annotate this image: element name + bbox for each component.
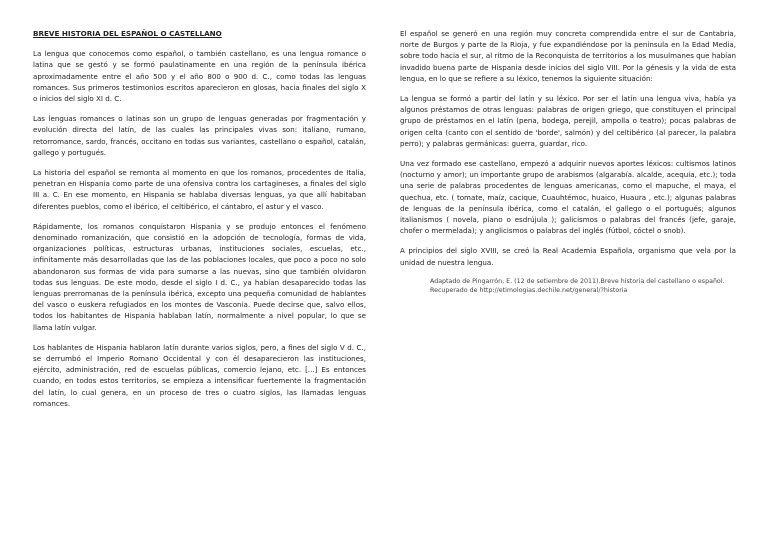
right-column: [400, 28, 736, 296]
left-column: [33, 28, 366, 418]
paragraph-origin: La lengua que conocemos como español, o también castellano, es una lengua romance o latina que se gestó y se formó paulatinamente en una región de la península ibérica aproximadamente entre el año 500 y el año 800 o 900 d. C., como todas las lenguas romances. Sus primeros testimonios escritos aparecieron en glosas, hacia finales del siglo X o inicios del siglo XI d. C.: [33, 49, 366, 104]
paragraph-rae: A principios del siglo XVIII, se creó la Real Academia Española, organismo que vela por la unidad de nuestra lengua.: [400, 246, 736, 267]
document-title: BREVE HISTORIA DEL ESPAÑOL O CASTELLANO: [33, 29, 222, 38]
paragraph-new-contributions: Una vez formado ese castellano, empezó a adquirir nuevos aportes léxicos: cultismos latinos (nocturno y amor); un importante grupo de arabismos (algarabía. alcalde, acequia, etc.); toda una serie de palabras procedentes de lenguas americanas, como el mapuche, el maya, el quechua, etc. ( tomate, maíz, cacique, Cuauhtémoc, huaico, Huaura , etc.); algunas palabras de lenguas de la península ibérica, como el catalán, el gallego o el portugués; algunos italianismos ( novela, piano o esdrújula ); galicismos o palabras del francés (jefe, garaje, chofer o mermelada); y anglicismos o palabras del inglés (fútbol, cóctel o snob).: [400, 159, 736, 236]
paragraph-romans-arrival: La historia del español se remonta al momento en que los romanos, procedentes de Italia, penetran en Hispania como parte de una ofensiva contra los cartagineses, a finales del siglo III a. C. En ese momento, en Hispania se hablaba diversas lenguas, ya que allí habitaban diferentes pueblos, como el ibérico, el celtibérico, el cántabro, el astur y el vasco.: [33, 168, 366, 211]
paragraph-latin-lexicon: La lengua se formó a partir del latín y su léxico. Por ser el latín una lengua viva, había ya algunos préstamos de otras lenguas: palabras de origen griego, que constituyen el principal grupo de préstamos en el latín (pena, bodega, perejil, ampolla o teatro); pocas palabras de origen celta (canto con el sentido de 'borde', salmón) y del celtibérico (al parecer, la palabra perro); y palabras germánicas: guerra, guardar, rico.: [400, 94, 736, 148]
paragraph-fragmentation: Los hablantes de Hispania hablaron latín durante varios siglos, pero, a fines del siglo V d. C., se derrumbó el Imperio Romano Occidental y con él desaparecieron las instituciones, ejército, administración, red de escuelas públicas, comercio lejano, etc. [...] Es entonces cuando, en todos estos territorios, se empieza a intensificar fuertemente la fragmentación del latín, lo cual genera, en un proceso de tres o cuatro siglos, las llamadas lenguas romances.: [33, 342, 366, 408]
paragraph-region: El español se generó en una región muy concreta comprendida entre el sur de Cantabria, norte de Burgos y parte de la Rioja, y fue expandiéndose por la península en la Edad Media, sobre todo hacia el sur, al ritmo de la Reconquista de territorios a los musulmanes que habían invadido buena parte de Hispania desde inicios del siglo VIII. Por la génesis y la vida de esta lengua, en lo que se refiere a su léxico, tenemos la siguiente situación:: [400, 29, 736, 83]
paragraph-romance-languages: Las lenguas romances o latinas son un grupo de lenguas generadas por fragmentación y evolución directa del latín, de las cuales las principales vivas son: italiano, rumano, retorromance, sardo, francés, occitano en todas sus variantes, castellano o español, catalán, gallego y portugués.: [33, 114, 366, 157]
paragraph-romanization: Rápidamente, los romanos conquistaron Hispania y se produjo entonces el fenómeno denominado romanización, que consistió en la adopción de tecnología, formas de vida, organizaciones políticas, estructuras urbanas, instituciones sociales, escuelas, etc., infinitamente más desarrolladas que las de las poblaciones locales, que poco a poco no solo abandonaron sus formas de vida para sumarse a las nuevas, sino que también olvidaron todas sus lenguas. De este modo, desde el siglo I d. C., ya habían desaparecido todas las lenguas prerromanas de la península ibérica, excepto una pequeña comunidad de hablantes del vasco o euskera refugiados en los montes de Vasconia. Puede decirse que, salvo ellos, todos los habitantes de Hispania hablaban latín, normalmente a nivel popular, lo que se llama latín vulgar.: [33, 221, 366, 332]
source-citation: Adaptado de Pingarrón, E. (12 de setiembre de 2011).Breve historia del castellano o español. Recuperado de http://etimologias.dechile.net/general/?historia: [430, 277, 725, 295]
